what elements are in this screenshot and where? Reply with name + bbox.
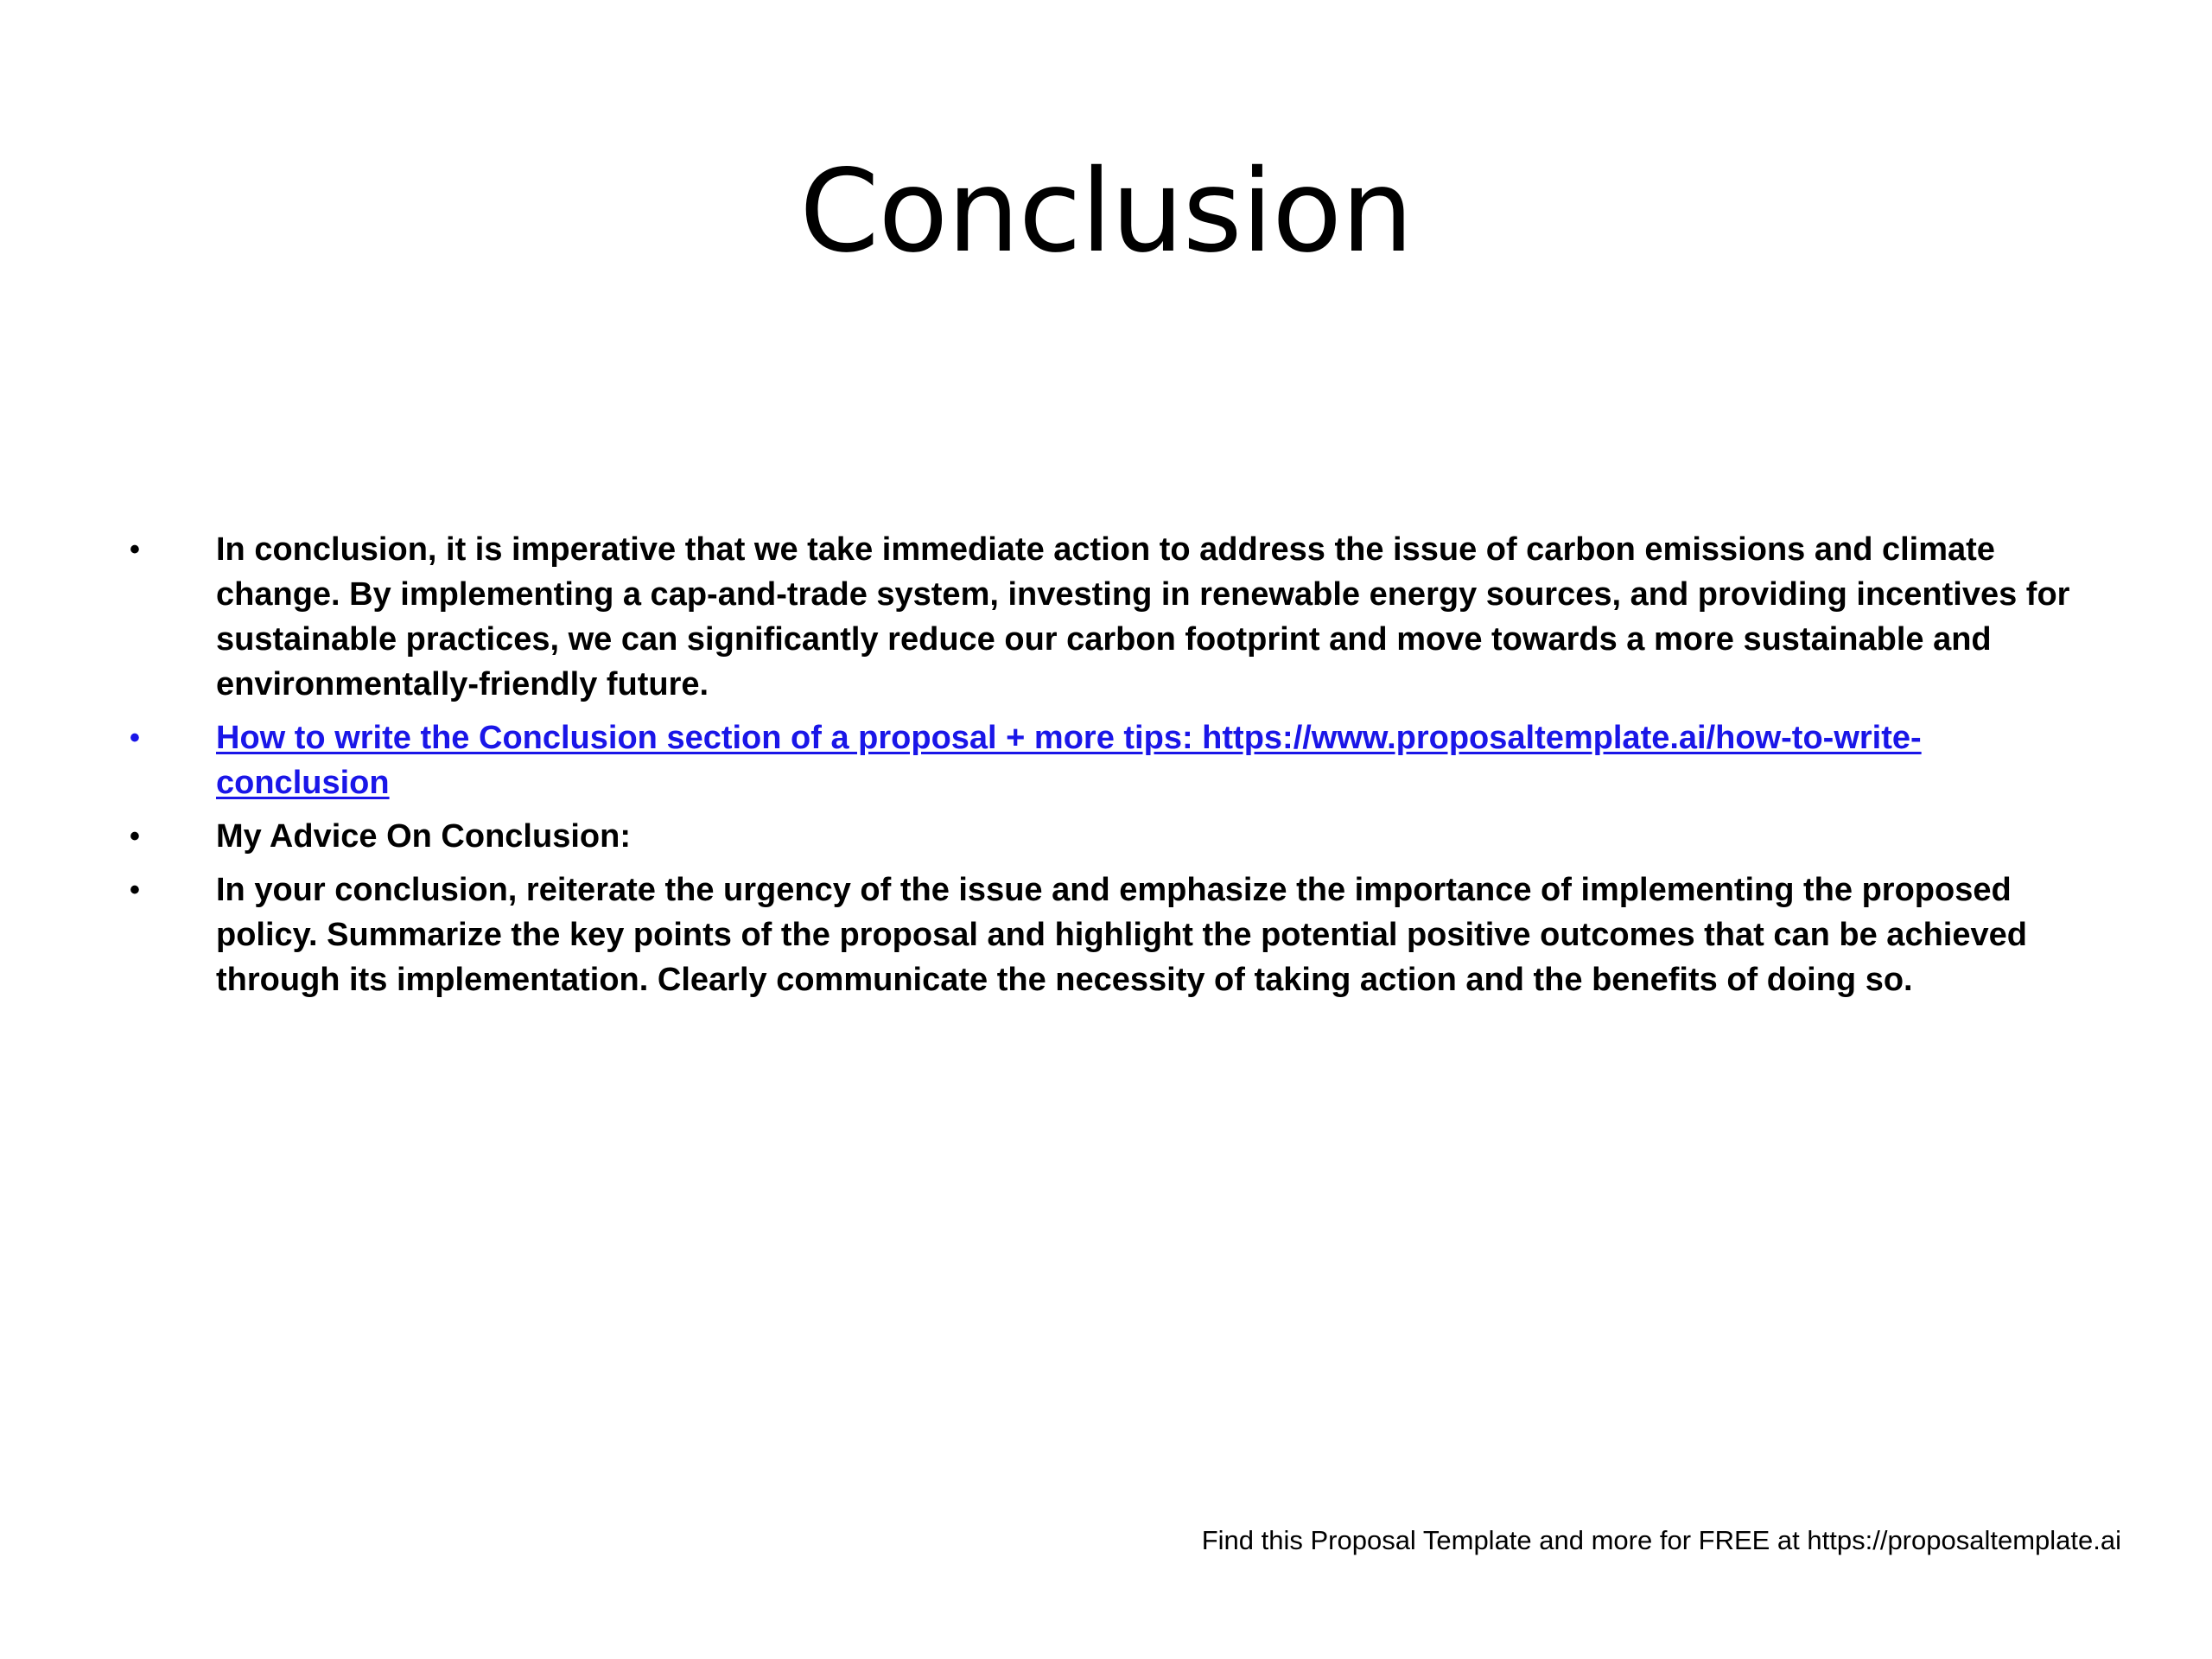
bullet-item-conclusion-summary: [130, 527, 2082, 707]
bullet-text: In conclusion, it is imperative that we take immediate action to address the issue of carbon emissions and climate change. By implementing a cap-and-trade system, investing in renewable energy sources, and providing incentives for sustainable practices, we can significantly reduce our carbon footprint and move towards a more sustainable and environmentally-friendly future.: [216, 531, 2070, 702]
bullet-icon: •: [130, 874, 140, 906]
bullet-icon: •: [130, 533, 140, 566]
bullet-text: In your conclusion, reiterate the urgency of the issue and emphasize the importance of implementing the proposed policy. Summarize the key points of the proposal and highlight the potential positive outcomes that can be achieved through its implementation. Clearly communicate the necessity of taking action and the benefits of doing so.: [216, 872, 2027, 998]
bullet-item-advice-heading: [130, 814, 2082, 859]
bullet-item-advice-body: [130, 868, 2082, 1002]
bullet-icon: •: [130, 721, 140, 754]
footer-note: Find this Proposal Template and more for FREE at https://proposaltemplate.ai: [1201, 1525, 2121, 1555]
bullet-list: [130, 527, 2082, 1011]
slide-title: Conclusion: [799, 145, 1413, 278]
bullet-item-guide-link: [130, 715, 2082, 805]
bullet-icon: •: [130, 820, 140, 853]
bullet-text: My Advice On Conclusion:: [216, 818, 631, 855]
guide-link[interactable]: How to write the Conclusion section of a proposal + more tips: https://www.proposaltemplate.ai/how-to-write-conclusion: [216, 720, 1922, 801]
